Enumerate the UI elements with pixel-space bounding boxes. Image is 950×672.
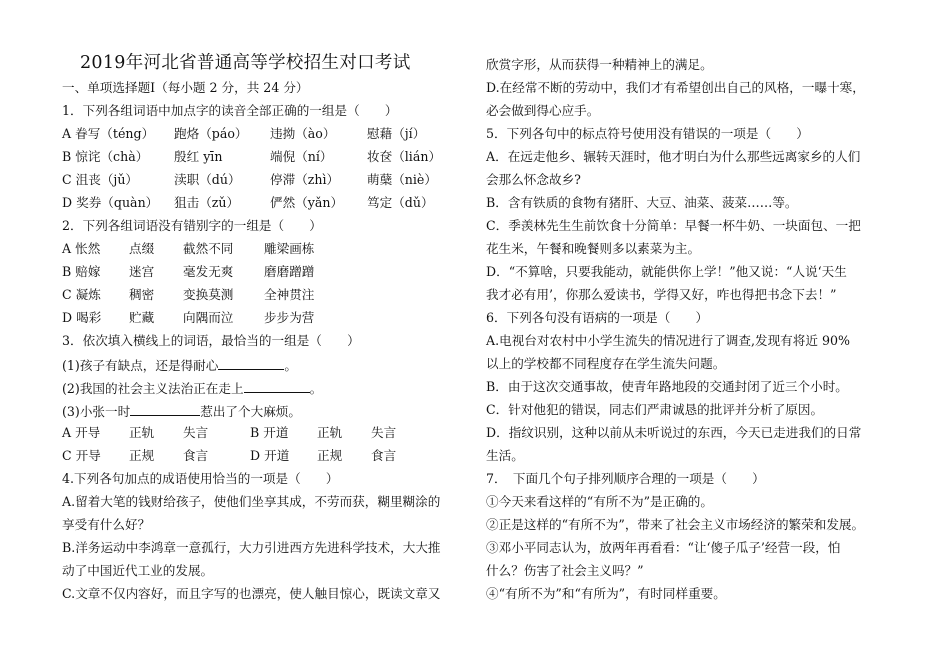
q1-option-item: 笃定（dǔ） — [367, 195, 434, 210]
question-4-stem: 4.下列各句加点的成语使用恰当的一项是（ ） — [62, 471, 339, 486]
right-text-line: D.在经常不断的劳动中，我们才有希望创出自己的风格，一曝十寒， — [486, 80, 865, 95]
q1-option-item: D 奖券（quàn） — [62, 195, 159, 210]
q3-option-item: D 开道 — [250, 448, 290, 463]
right-text-line: D．指纹识别，这种以前从未听说过的东西，今天已走进我们的日常 — [486, 425, 862, 440]
right-text-line: 欣赏字形，从而获得一种精神上的满足。 — [486, 57, 713, 72]
question-5-stem: 5．下列各句中的标点符号使用没有错误的一项是（ ） — [486, 126, 809, 141]
q3-sentence-3-end: 惹出了个大麻烦。 — [200, 404, 301, 419]
q3-option-item: 食言 — [183, 448, 209, 463]
q3-sentence-2-end: 。 — [309, 381, 323, 396]
q1-option-item: 跑烙（páo） — [174, 126, 248, 141]
right-text-line: 以上的学校都不同程度存在学生流失问题。 — [486, 356, 726, 371]
q1-option-item: 慰藉（jí） — [367, 126, 426, 141]
q2-option-item: 磨磨蹭蹭 — [264, 264, 315, 279]
question-1-stem: 1．下列各组词语中加点字的读音全部正确的一组是（ ） — [62, 103, 398, 118]
q4-text-line: B.洋务运动中李鸿章一意孤行，大力引进西方先进科学技术，大大推 — [62, 540, 441, 555]
q3-sentence-3 — [62, 402, 301, 420]
question-6-stem: 6．下列各句没有语病的一项是（ ） — [486, 310, 709, 325]
q2-option-item: 贮藏 — [129, 310, 155, 325]
right-text-line: 花生米，午餐和晚餐则多以素菜为主。 — [486, 241, 701, 256]
q4-text-line: C.文章不仅内容好，而且字写的也漂亮，使人触目惊心，既读文章又 — [62, 586, 441, 601]
q4-text-line: 享受有什么好？ — [62, 517, 151, 532]
question-7-stem: 7． 下面几个句子排列顺序合理的一项是（ ） — [486, 471, 765, 486]
q1-option-item: 违拗（ào） — [270, 126, 336, 141]
q1-option-item: 端倪（ní） — [270, 149, 333, 164]
q3-option-item: A 开导 — [62, 425, 101, 440]
q2-option-item: 步步为营 — [264, 310, 315, 325]
q2-option-item: 点缀 — [129, 241, 155, 256]
exam-title: 2019年河北省普通高等学校招生对口考试 — [80, 53, 411, 73]
q3-sentence-1 — [62, 356, 297, 374]
q2-option-item: 雕梁画栋 — [264, 241, 315, 256]
q2-option-item: B 赔嫁 — [62, 264, 101, 279]
q3-sentence-1-end: 。 — [284, 358, 297, 373]
question-3-stem: 3．依次填入横线上的词语，最恰当的一组是（ ） — [62, 333, 360, 348]
right-text-line: C．针对他犯的错误，同志们严肃诚恳的批评并分析了原因。 — [486, 402, 824, 417]
q3-option-item: 正轨 — [129, 425, 155, 440]
q2-option-item: 稠密 — [129, 287, 155, 302]
q1-option-item: 妆奁（lián） — [367, 149, 442, 164]
q1-option-item: 俨然（yǎn） — [270, 195, 344, 210]
q1-option-item: 狙击（zǔ） — [174, 195, 240, 210]
q1-option-item: 萌蘖（niè） — [367, 172, 437, 187]
q2-option-item: A 怅然 — [62, 241, 101, 256]
q3-option-item: 正规 — [129, 448, 155, 463]
right-text-line: 我才必有用’，你那么爱读书，学得又好，咋也得把书念下去！” — [486, 287, 837, 302]
q1-option-item: 殷红 yīn — [174, 149, 223, 164]
q4-text-line: 动了中国近代工业的发展。 — [62, 563, 214, 578]
q1-option-item: B 惊诧（chà） — [62, 149, 149, 164]
q3-option-item: 食言 — [371, 448, 397, 463]
right-text-line: A．在远走他乡、辗转天涯时，他才明白为什么那些远离家乡的人们 — [486, 149, 861, 164]
fill-blank — [244, 379, 310, 393]
right-text-line: 什么？伤害了社会主义吗？” — [486, 563, 644, 578]
q1-option-item: 渎职（dú） — [174, 172, 241, 187]
q2-option-item: 毫发无爽 — [183, 264, 234, 279]
q2-option-item: 全神贯注 — [264, 287, 315, 302]
q3-option-item: 失言 — [183, 425, 209, 440]
q2-option-item: D 喝彩 — [62, 310, 102, 325]
fill-blank — [130, 402, 200, 416]
fill-blank — [218, 356, 284, 370]
q2-option-item: 截然不同 — [183, 241, 234, 256]
q3-option-item: 失言 — [371, 425, 397, 440]
q3-sentence-3-text: (3)小张一时 — [62, 404, 131, 419]
section-heading: 一、单项选择题Ⅰ（每小题 2 分，共 24 分） — [62, 80, 309, 95]
q1-option-item: 停滞（zhì） — [270, 172, 340, 187]
q3-sentence-2-text: (2)我国的社会主义法治正在走上 — [62, 381, 244, 396]
q3-option-item: 正规 — [317, 448, 343, 463]
question-2-stem: 2．下列各组词语没有错别字的一组是（ ） — [62, 218, 322, 233]
q3-option-item: B 开道 — [250, 425, 289, 440]
right-text-line: ④“有所不为”和“有所为”，有时同样重要。 — [486, 586, 726, 601]
q4-text-line: A.留着大笔的钱财给孩子，使他们坐享其成，不劳而获，糊里糊涂的 — [62, 494, 441, 509]
q2-option-item: 向隅而泣 — [183, 310, 234, 325]
q2-option-item: 迷宫 — [129, 264, 155, 279]
q3-option-item: C 开导 — [62, 448, 101, 463]
q3-sentence-1-text: (1)孩子有缺点，还是得耐心 — [62, 358, 219, 373]
q2-option-item: 变换莫测 — [183, 287, 234, 302]
right-text-line: A.电视台对农村中小学生流失的情况进行了调查,发现有将近 90% — [486, 333, 850, 348]
q1-option-item: A 眷写（téng） — [62, 126, 155, 141]
right-text-line: 生活。 — [486, 448, 524, 463]
q3-sentence-2 — [62, 379, 322, 397]
right-text-line: D．“不算啥，只要我能动，就能供你上学！”他又说：“人说‘天生 — [486, 264, 847, 279]
right-text-line: B．含有铁质的食物有猪肝、大豆、油菜、菠菜……等。 — [486, 195, 798, 210]
right-text-line: ①今天来看这样的“有所不为”是正确的。 — [486, 494, 713, 509]
right-text-line: 必会做到得心应手。 — [486, 103, 600, 118]
right-text-line: B．由于这次交通事故，使青年路地段的交通封闭了近三个小时。 — [486, 379, 848, 394]
q1-option-item: C 沮丧（jǔ） — [62, 172, 139, 187]
q2-option-item: C 凝炼 — [62, 287, 101, 302]
right-text-line: 会那么怀念故乡? — [486, 172, 581, 187]
right-text-line: ③邓小平同志认为，放两年再看看：“让‘傻子瓜子’经营一段，怕 — [486, 540, 841, 555]
right-text-line: ②正是这样的“有所不为”，带来了社会主义市场经济的繁荣和发展。 — [486, 517, 865, 532]
right-text-line: C．季羡林先生生前饮食十分简单：早餐一杯牛奶、一块面包、一把 — [486, 218, 861, 233]
q3-option-item: 正轨 — [317, 425, 343, 440]
